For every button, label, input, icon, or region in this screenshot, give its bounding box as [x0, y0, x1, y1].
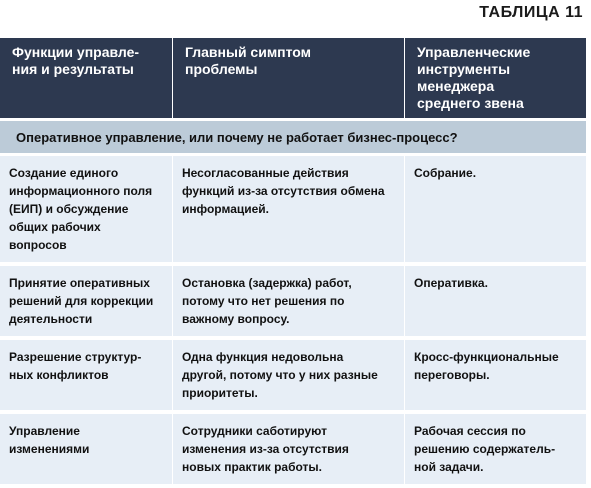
- row-tool: Оперативка.: [404, 266, 586, 340]
- row-tool: Рабочая сессия по решению содержатель- ной задачи.: [404, 414, 586, 488]
- row-function: Разрешение структур- ных конфликтов: [0, 340, 172, 414]
- row-function: Создание единого информационного поля (ЕИП) и обсуждение общих рабочих вопросов: [0, 156, 172, 266]
- row-function: Управление изменениями: [0, 414, 172, 488]
- table-row: [0, 156, 586, 266]
- table-title: ТАБЛИЦА 11: [479, 4, 583, 21]
- row-symptom: Одна функция недовольна другой, потому что у них разные приоритеты.: [172, 340, 404, 414]
- management-table: [0, 38, 586, 488]
- header-tools: Управленческие инструменты менеджера среднего звена: [404, 38, 586, 118]
- table-row: [0, 340, 586, 414]
- section-row: [0, 118, 586, 156]
- row-symptom: Сотрудники саботируют изменения из-за отсутствия новых практик работы.: [172, 414, 404, 488]
- section-title: Оперативное управление, или почему не работает бизнес-процесс?: [0, 118, 586, 156]
- row-tool: Собрание.: [404, 156, 586, 266]
- header-row: [0, 38, 586, 118]
- table-row: [0, 266, 586, 340]
- header-symptom: Главный симптом проблемы: [172, 38, 404, 118]
- header-functions: Функции управле- ния и результаты: [0, 38, 172, 118]
- row-function: Принятие оперативных решений для коррекции деятельности: [0, 266, 172, 340]
- row-symptom: Несогласованные действия функций из-за отсутствия обмена информацией.: [172, 156, 404, 266]
- row-symptom: Остановка (задержка) работ, потому что нет решения по важному вопросу.: [172, 266, 404, 340]
- row-tool: Кросс-функциональные переговоры.: [404, 340, 586, 414]
- table-row: [0, 414, 586, 488]
